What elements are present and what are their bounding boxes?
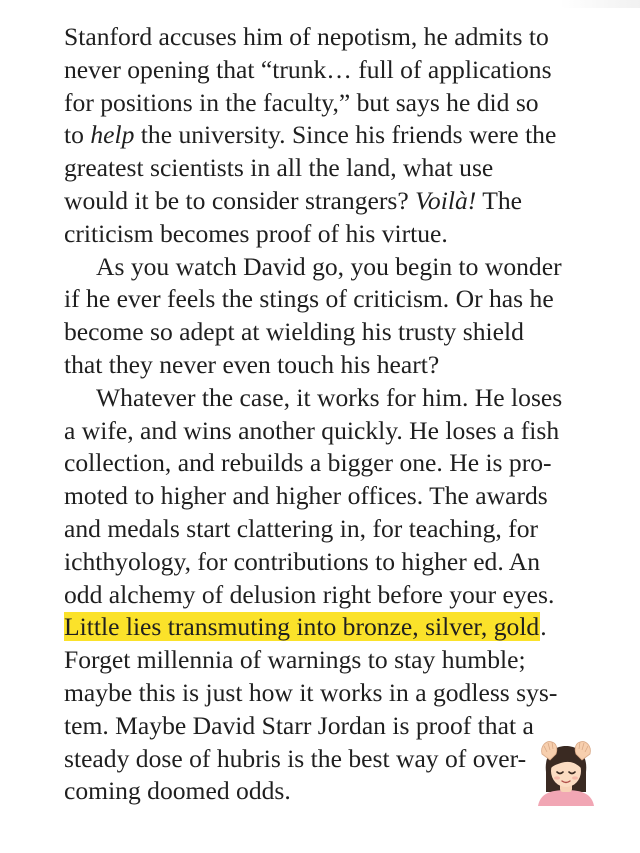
italic-text: Voilà!	[415, 185, 477, 215]
corner-shadow	[560, 0, 640, 8]
book-page-text	[64, 21, 584, 808]
person-getting-massage-emoji	[534, 738, 598, 806]
text-line: if he ever feels the stings of criticism. Or has he	[64, 284, 554, 314]
text-line: for positions in the faculty,” but says he did so	[64, 87, 539, 117]
text-line: and medals start clattering in, for teaching, for	[64, 513, 539, 543]
text-segment: to	[64, 120, 91, 150]
paragraph-start-line: Whatever the case, it works for him. He loses	[96, 382, 563, 412]
text-line: maybe this is just how it works in a godless sys-	[64, 677, 558, 707]
text-line: odd alchemy of delusion right before your eyes.	[64, 579, 555, 609]
text-line: that they never even touch his heart?	[64, 349, 440, 379]
text-line	[64, 185, 584, 218]
text-line: greatest scientists in all the land, what use	[64, 153, 494, 183]
text-segment: would it be to consider strangers?	[64, 185, 416, 215]
text-line	[64, 611, 584, 644]
text-line: Forget millennia of warnings to stay humble;	[64, 645, 526, 675]
text-line: coming doomed odds.	[64, 776, 291, 806]
text-line: become so adept at wielding his trusty shield	[64, 317, 524, 347]
text-line	[64, 119, 584, 152]
text-line: moted to higher and higher offices. The awards	[64, 481, 548, 511]
text-line: steady dose of hubris is the best way of over-	[64, 743, 527, 773]
text-segment: .	[540, 612, 547, 642]
text-line: Stanford accuses him of nepotism, he admits to	[64, 22, 549, 51]
text-line: criticism becomes proof of his virtue.	[64, 218, 448, 248]
text-line: a wife, and wins another quickly. He loses a fish	[64, 415, 560, 445]
paragraph-start-line: As you watch David go, you begin to wonder	[96, 251, 562, 281]
text-line: never opening that “trunk… full of applications	[64, 54, 552, 84]
highlighted-passage[interactable]: Little lies transmuting into bronze, silver, gold	[64, 612, 540, 642]
text-line: collection, and rebuilds a bigger one. He is pro-	[64, 448, 552, 478]
text-line: ichthyology, for contributions to higher ed. An	[64, 546, 541, 576]
text-line: tem. Maybe David Starr Jordan is proof that a	[64, 710, 534, 740]
text-segment: the university. Since his friends were the	[134, 120, 557, 150]
italic-text: help	[90, 120, 135, 150]
text-segment: The	[476, 185, 522, 215]
